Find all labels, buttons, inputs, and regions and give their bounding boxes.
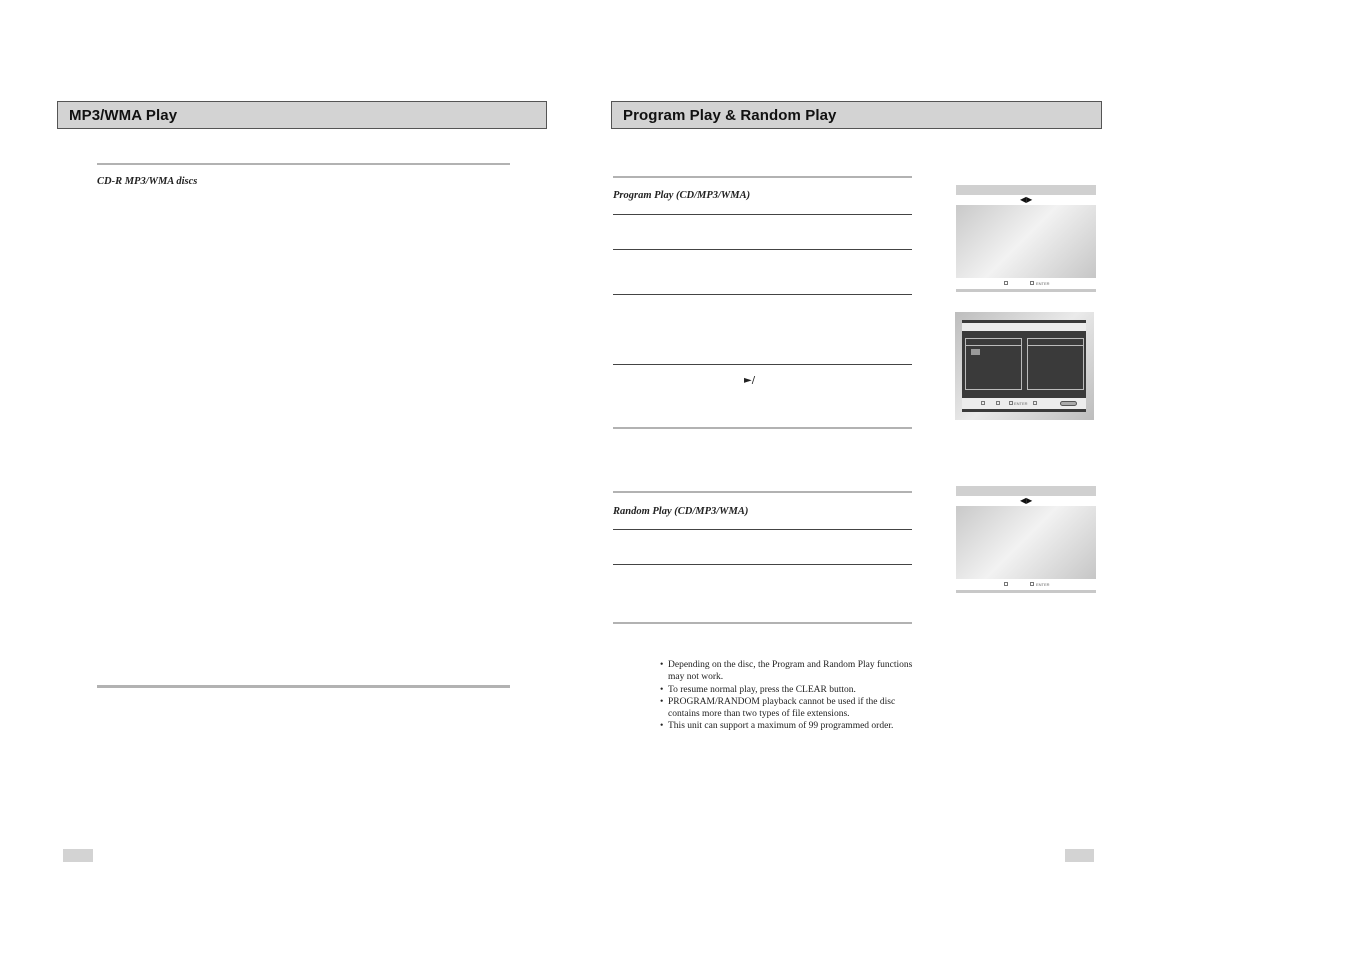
left-right-arrows-icon: ◀▶ [1020, 195, 1033, 204]
note-bullet: • [660, 721, 664, 732]
osd-play-pill [1060, 401, 1077, 406]
screen-top-bar [956, 486, 1096, 496]
osd-right-list-divider [1027, 345, 1084, 346]
move-icon [981, 401, 985, 405]
right-page-number-box [1065, 849, 1094, 862]
enter-icon [1009, 401, 1013, 405]
note-bullet: • [660, 684, 664, 695]
notes-list [660, 659, 920, 733]
note-item [660, 720, 920, 732]
note-item [660, 659, 920, 684]
return-icon [1004, 281, 1008, 285]
note-item [660, 696, 920, 721]
note-text: This unit can support a maximum of 99 programmed order. [668, 721, 894, 732]
note-item [660, 684, 920, 696]
screen-body [956, 205, 1096, 278]
program-rule-4 [613, 364, 912, 365]
random-rule-2 [613, 564, 912, 565]
screen-body [956, 506, 1096, 579]
note-text: Depending on the disc, the Program and Random Play functions may not work. [668, 660, 913, 683]
enter-label: ENTER [1014, 401, 1028, 406]
program-rule-3 [613, 294, 912, 295]
left-page-title: MP3/WMA Play [69, 107, 178, 124]
program-rule-1 [613, 214, 912, 215]
return-icon [996, 401, 1000, 405]
screen-bottom-bar [956, 590, 1096, 593]
clear-icon [1033, 401, 1037, 405]
left-right-arrows-icon: ◀▶ [1020, 496, 1033, 505]
osd-left-list-divider [965, 345, 1022, 346]
enter-icon [1030, 582, 1034, 586]
left-bottom-rule [97, 685, 510, 688]
note-text: To resume normal play, press the CLEAR button. [668, 684, 856, 695]
left-subheading: CD-R MP3/WMA discs [97, 176, 198, 187]
program-subheading: Program Play (CD/MP3/WMA) [613, 190, 751, 201]
random-subheading: Random Play (CD/MP3/WMA) [613, 506, 749, 517]
right-page-header [611, 101, 1102, 129]
note-text: PROGRAM/RANDOM playback cannot be used if the disc contains more than two types of file extensions. [668, 696, 896, 720]
random-rule-1 [613, 529, 912, 530]
osd-selected-item [971, 349, 980, 355]
note-bullet: • [660, 660, 664, 670]
program-rule-2 [613, 249, 912, 250]
enter-icon [1030, 281, 1034, 285]
osd-title-strip [962, 323, 1086, 331]
enter-label: ENTER [1036, 281, 1050, 286]
left-page-number-box [63, 849, 93, 862]
right-page-title: Program Play & Random Play [623, 107, 837, 124]
random-top-rule [613, 491, 912, 493]
screen-bottom-bar [956, 289, 1096, 292]
note-bullet: • [660, 696, 664, 707]
left-top-rule [97, 163, 510, 165]
random-bottom-rule [613, 622, 912, 624]
return-icon [1004, 582, 1008, 586]
program-bottom-rule [613, 427, 912, 429]
program-top-rule [613, 176, 912, 178]
enter-label: ENTER [1036, 582, 1050, 587]
left-page-header [57, 101, 547, 129]
screen-top-bar [956, 185, 1096, 195]
play-pause-symbol: ►/ [744, 375, 756, 386]
